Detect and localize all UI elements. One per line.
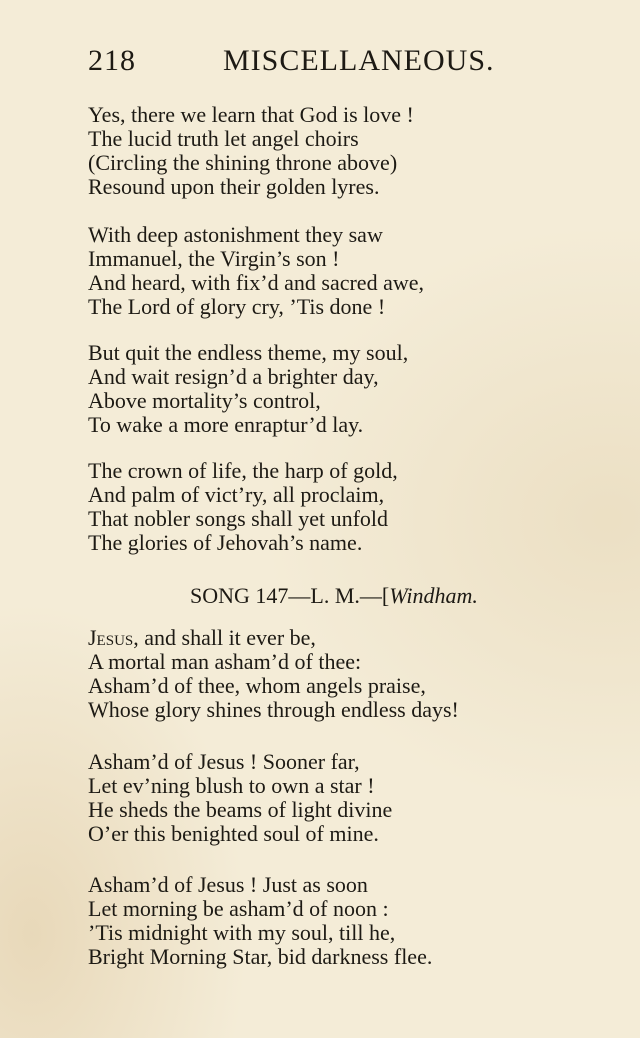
verse-line: Asham’d of Jesus ! Just as soon — [88, 872, 368, 897]
verse-line: The crown of life, the harp of gold, — [88, 458, 398, 483]
verse-line: Asham’d of thee, whom angels praise, — [88, 673, 426, 698]
verse-line: Resound upon their golden lyres. — [88, 174, 380, 199]
verse-line: Immanuel, the Virgin’s son ! — [88, 246, 340, 271]
stanza-4 — [88, 459, 558, 555]
verse-line: A mortal man asham’d of thee: — [88, 649, 362, 674]
verse-line: The glories of Jehovah’s name. — [88, 530, 363, 555]
verse-line: Yes, there we learn that God is love ! — [88, 102, 414, 127]
verse-line: To wake a more enraptur’d lay. — [88, 412, 364, 437]
verse-line: (Circling the shining throne above) — [88, 150, 398, 175]
verse-line: O’er this benighted soul of mine. — [88, 821, 379, 846]
verse-line: That nobler songs shall yet unfold — [88, 506, 389, 531]
stanza-2 — [88, 223, 558, 319]
verse-line: Above mortality’s control, — [88, 388, 321, 413]
first-line-rest: , and shall it ever be, — [133, 625, 316, 650]
stanza-5 — [88, 626, 558, 722]
verse-line: Asham’d of Jesus ! Sooner far, — [88, 749, 360, 774]
verse-line: The Lord of glory cry, ’Tis done ! — [88, 294, 386, 319]
verse-line: And heard, with fix’d and sacred awe, — [88, 270, 424, 295]
page-header — [88, 44, 508, 84]
verse-line — [88, 626, 558, 650]
stanza-3 — [88, 341, 558, 437]
verse-line: And palm of vict’ry, all proclaim, — [88, 482, 385, 507]
verse-line: The lucid truth let angel choirs — [88, 126, 359, 151]
stanza-1 — [88, 103, 558, 199]
verse-line: He sheds the beams of light divine — [88, 797, 393, 822]
song-number: SONG 147—L. M.—[ — [190, 583, 390, 608]
song-heading — [190, 583, 570, 609]
verse-line: Let ev’ning blush to own a star ! — [88, 773, 375, 798]
verse-line: And wait resign’d a brighter day, — [88, 364, 379, 389]
first-word: Jesus — [88, 625, 134, 650]
verse-line: Whose glory shines through endless days! — [88, 697, 459, 722]
verse-line: Bright Morning Star, bid darkness flee. — [88, 944, 433, 969]
tune-name: Windham. — [389, 583, 478, 608]
verse-line: Let morning be asham’d of noon : — [88, 896, 389, 921]
running-head: MISCELLANEOUS. — [223, 44, 495, 77]
stanza-6 — [88, 750, 558, 846]
page-number: 218 — [88, 44, 136, 77]
verse-line: With deep astonishment they saw — [88, 222, 383, 247]
verse-line: ’Tis midnight with my soul, till he, — [88, 920, 396, 945]
verse-line: But quit the endless theme, my soul, — [88, 340, 409, 365]
stanza-7 — [88, 873, 558, 969]
